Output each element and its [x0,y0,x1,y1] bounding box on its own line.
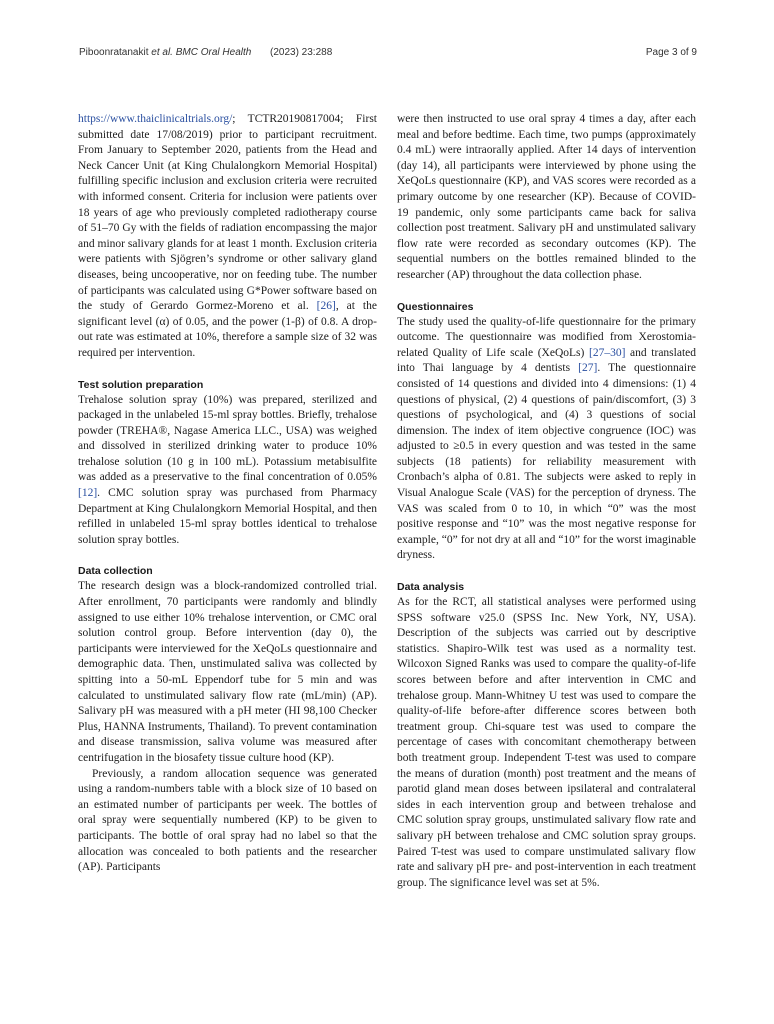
citation-link[interactable]: [12] [78,487,98,500]
heading-questionnaires: Questionnaires [397,300,474,313]
text-span: . The questionnaire consisted of 14 questions and divided into 4 dimensions: (1) 4 questions of physical, (2) 4 questions of pain/discomfort, (3) 3 questions of psychological, and (4) 3 questions of social dimension. The index of item objective congruence (IOC) was adjusted to ≥0.5 in every question and was tested in the same subjects (18 patients) for reliability measurement with Cronbach’s alpha of 0.81. The subjects were asked to reply in Visual Analogue Scale (VAS) for the perception of dryness. The VAS was scaled from 0 to 10, in which “0” was the most positive response and “10” was the most negative response for example, “0” for not dry at all and “10” for the worst imaginable dryness. [397,362,697,562]
header-year-volume: (2023) 23:288 [270,47,333,58]
header-authors: Piboonratanakit [79,47,149,58]
left-column [78,112,377,876]
paragraph-test-solution [78,393,377,549]
citation-link[interactable]: [27] [578,362,598,375]
spacer [397,284,696,300]
heading-test-solution: Test solution preparation [78,378,204,391]
paragraph-questionnaires [397,315,696,565]
citation-link[interactable]: [27–30] [588,346,626,359]
trial-registry-link[interactable]: https://www.thaiclinicaltrials.org/ [78,113,233,125]
text-span: , at the significant level (α) of 0.05, and the power (1-β) of 0.8. A drop-out rate was estimated at 10%, therefore a sample size of 32 was required per intervention. [78,300,377,359]
paragraph-data-collection-1: The research design was a block-randomized controlled trial. After enrollment, 70 participants were randomly and blindly assigned to use either 10% trehalose intervention, or CMC oral solution control group. Before intervention (day 0), the participants were interviewed for the XeQoLs questionnaire and demographic data. Then, unstimulated saliva was collected by spitting into a 50-mL Eppendorf tube for 5 min and was calculated to unstimulated salivary flow rate (mL/min) (AP). Salivary pH was measured with a pH meter (HI 98,100 Checker Plus, HANNA Instruments, Thailand). To prevent contamination and disease transmission, saliva volume was measured after centrifugation in the biosafety tissue culture hood (KP). [78,580,377,764]
heading-data-collection: Data collection [78,565,153,578]
heading-data-analysis: Data analysis [397,581,465,594]
header-journal: BMC Oral Health [175,47,252,58]
header-citation [79,47,251,58]
header-page-number: Page 3 of 9 [645,47,697,58]
paragraph-data-collection-2: Previously, a random allocation sequence was generated using a random-numbers table with a block size of 10 based on an estimated number of participants per week. The bottles of oral spray were sequentially numbered (KP) to be given to participants. The bottle of oral spray had no label so that the allocation was concealed to both patients and the researcher (AP). Participants [78,767,377,874]
paragraph-data-analysis: As for the RCT, all statistical analyses were performed using SPSS software v25.0 (SPSS Inc. New York, NY, USA). Description of the subjects was carried out by descriptive statistics. Shapiro-Wilk test was used as a normality test. Wilcoxon Signed Ranks was used to compare the quality-of-life scores between before and after intervention in CMC and trehalose group. Mann-Whitney U test was used to compare the quality-of-life before-after difference scores between both treatment group. Chi-square test was used to compare the percentage of cases with concomitant chemotherapy between both treatment group. Independent T-test was used to compare the means of duration (month) post treatment and the means of parotid gland mean doses between ipsilateral and contralateral sides in each intervention group and between trehalose and CMC solution spray groups, unstimulated salivary flow rate and salivary pH between trehalose and CMC solution spray groups. Paired T-test was used to compare unstimulated salivary flow rate and salivary pH pre- and post-intervention in each treatment group. The significance level was set at 5%. [397,596,696,889]
right-column [397,112,696,891]
spacer [397,564,696,580]
text-span: . CMC solution spray was purchased from Pharmacy Department at King Chulalongkorn Memorial Hospital, and then refilled in unlabeled 15-ml spray bottles identical to trehalose solution spray bottles. [78,487,377,546]
running-header [79,47,697,65]
spacer [78,362,377,378]
text-span: The study used the quality-of-life questionnaire for the primary outcome. The questionnaire was modified from Xerostomia-related Quality of Life scale (XeQoLs) [397,315,696,359]
text-span: ; TCTR20190817004; First submitted date 17/08/2019) prior to participant recruitment. From January to September 2020, patients from the Head and Neck Cancer Unit (at King Chulalongkorn Memorial Hospital) fulfilling specific inclusion and exclusion criteria were recruited with informed consent. Criteria for inclusion were patients over 18 years of age who previously completed radiotherapy course of 51–70 Gy with the fields of radiation encompassing the major and minor salivary glands for at least 1 month. Exclusion criteria were patients with Sjögren’s syndrome or other salivary gland diseases, being uncooperative, nor on feeding tube. The number of participants was calculated using G*Power software based on the study of Gerardo Gormez-Moreno et al. [78,113,377,313]
text-span: and translated into Thai language by 4 dentists [397,346,696,375]
paragraph-continued: were then instructed to use oral spray 4 times a day, after each meal and before bedtime. Each time, two pumps (approximately 0.4 mL) were intraorally applied. After 14 days of intervention (day 14), all participants were interviewed by phone using the XeQoLs questionnaire (KP), and VAS scores were recorded as a primary outcome by one researcher (KP). Because of COVID-19 pandemic, only some participants came back for saliva collection post treatment. Salivary pH and unstimulated salivary flow rate were recorded as secondary outcomes (KP). The sequential numbers on the bottles remained blinded to the researcher (AP) throughout the data collection phase. [397,113,696,281]
header-etal: et al. [151,47,173,58]
spacer [78,548,377,564]
paragraph-registration [78,112,377,362]
citation-link[interactable]: [26] [316,300,336,313]
text-span: Trehalose solution spray (10%) was prepared, sterilized and packaged in the unlabeled 15-ml spray bottles. Briefly, trehalose powder (TREHA®, Nagase America LLC., USA) was weighed and dissolved in sterilized drinking water to produce 10% trehalose solution (10 g in 100 mL). Potassium metabisulfite was added as a preservative to the final concentration of 0.05% [78,393,377,484]
